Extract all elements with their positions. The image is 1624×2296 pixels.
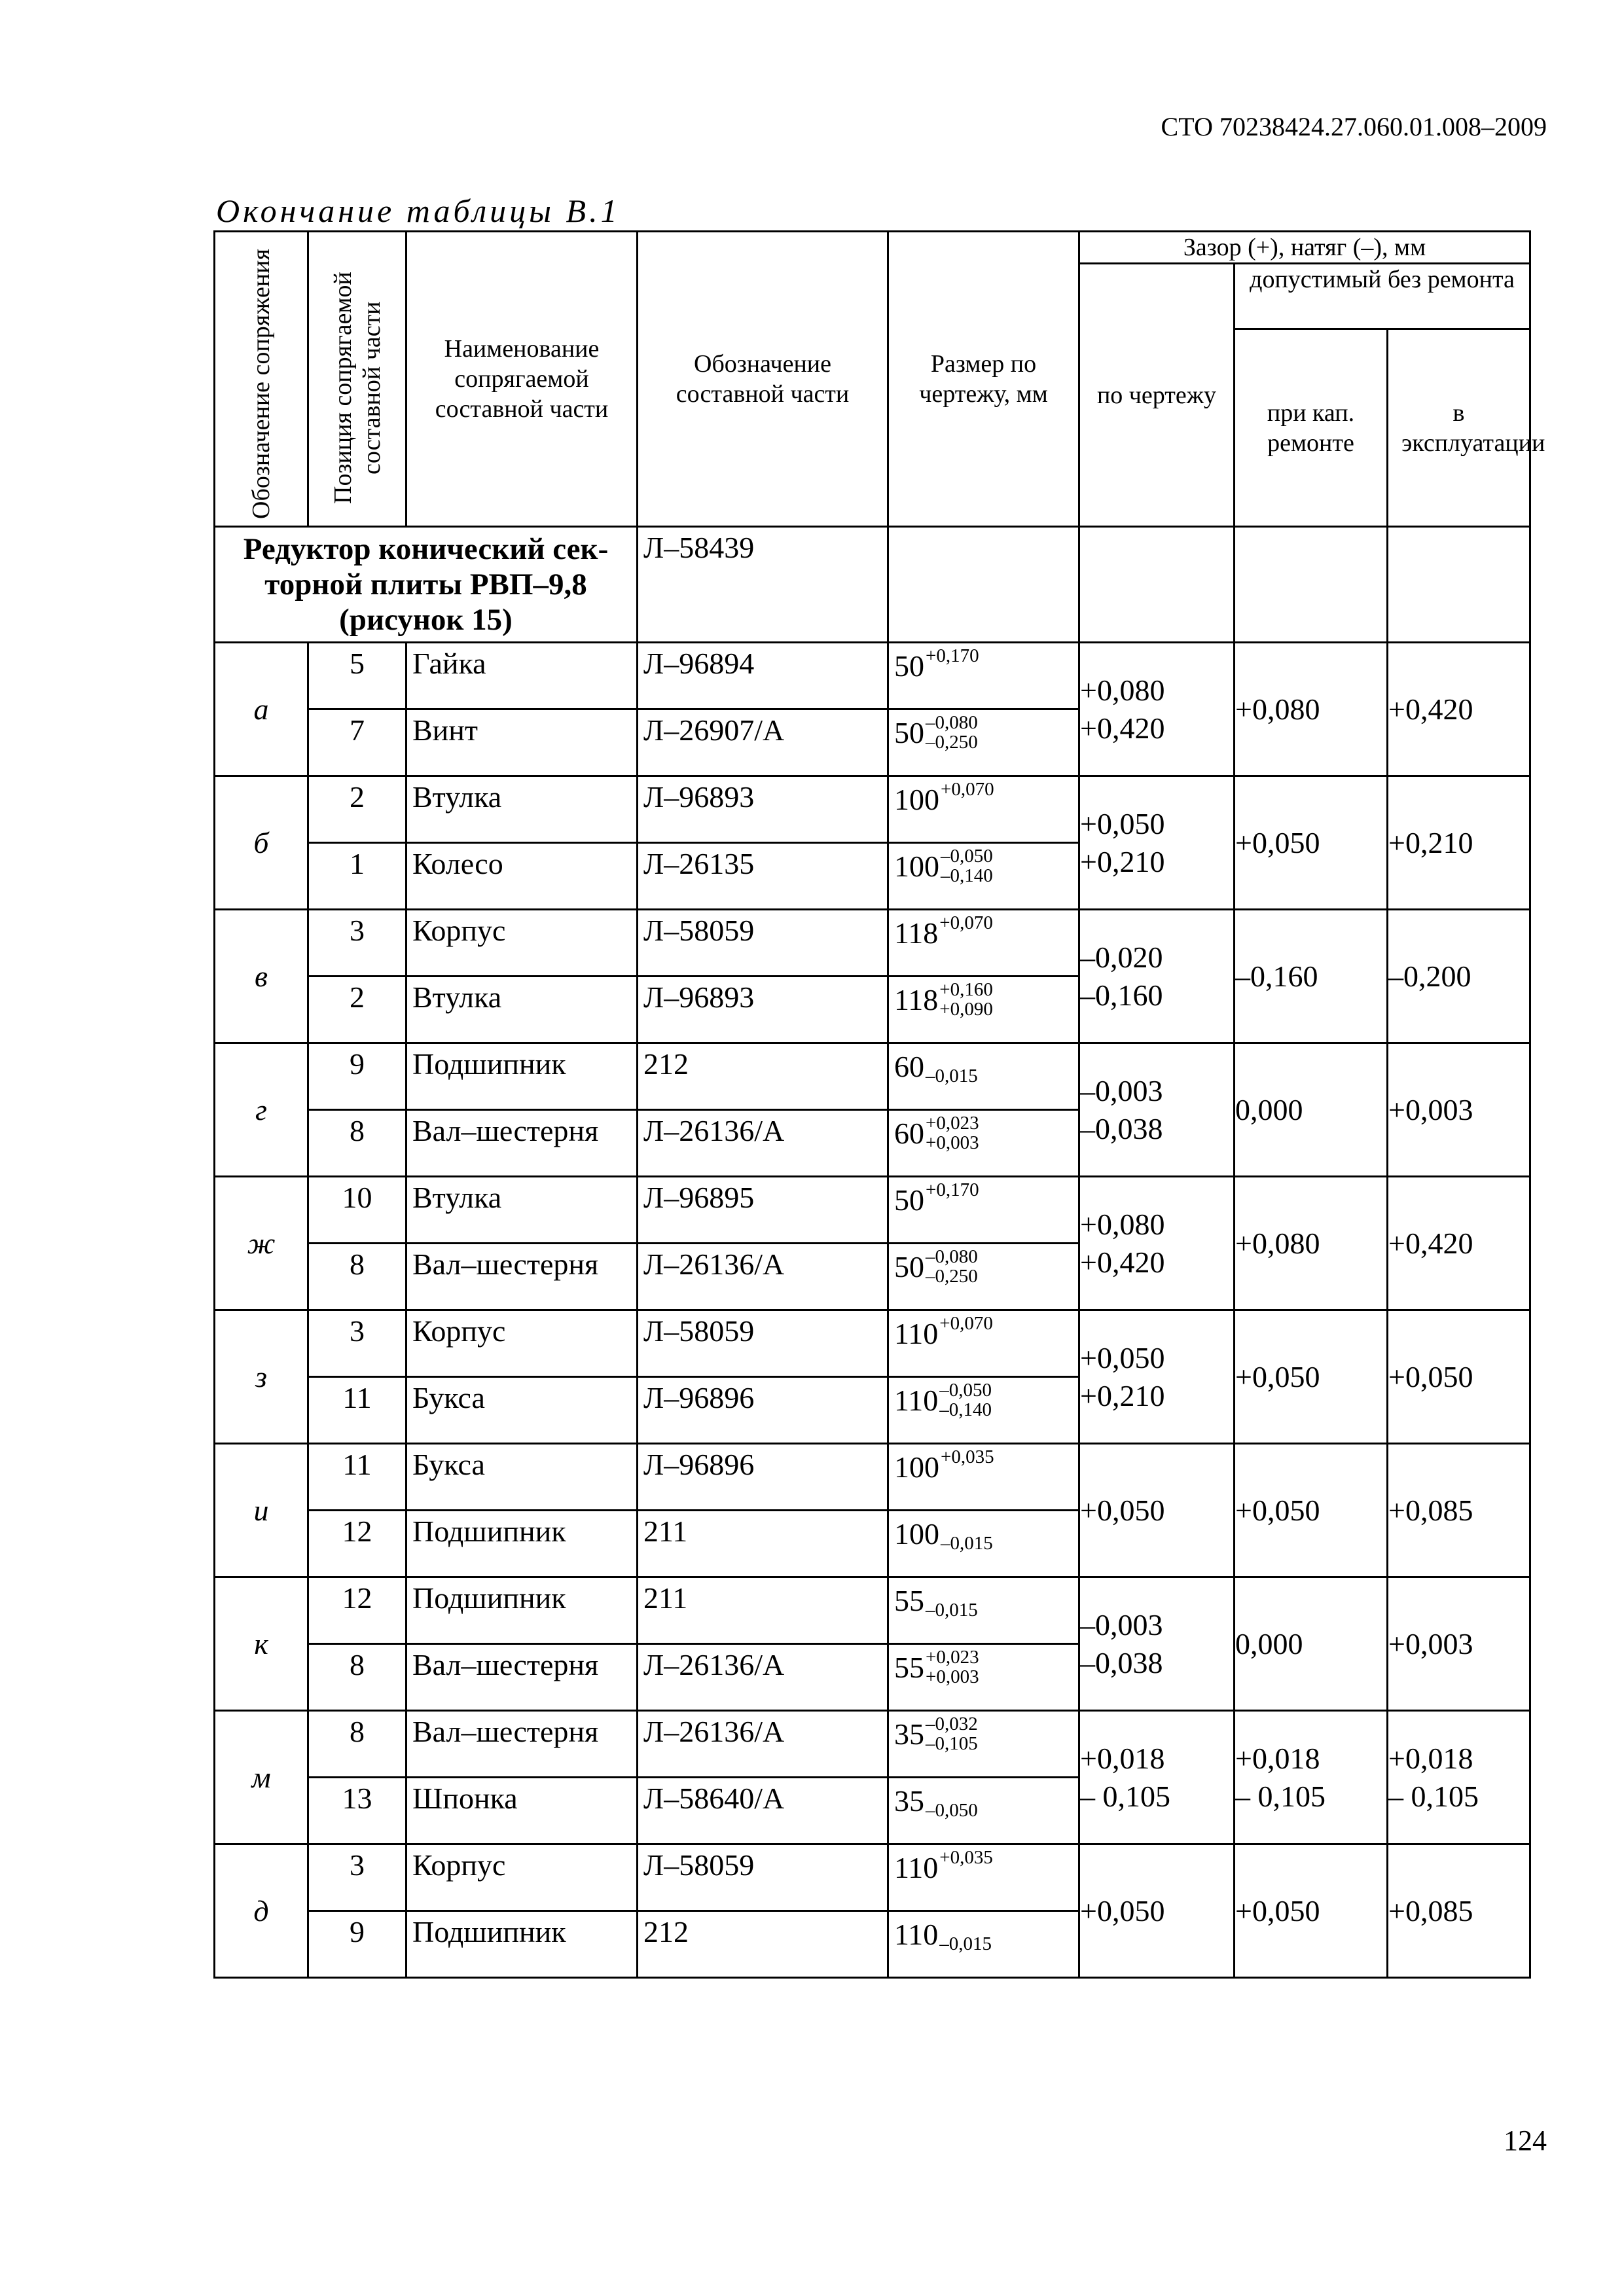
- operation-gap-cell: [1388, 1310, 1530, 1444]
- size-cell: [888, 1444, 1079, 1511]
- header-by-drawing: по чертежу: [1079, 264, 1235, 527]
- size-nominal: 55: [894, 1584, 924, 1617]
- size-lower-deviation: –0,015: [926, 1066, 978, 1086]
- drawing-gap-cell: [1079, 1444, 1235, 1577]
- table-row: [215, 910, 1530, 977]
- position-cell: 8: [308, 1644, 406, 1711]
- size-nominal: 50: [894, 1183, 924, 1217]
- size-cell: [888, 1911, 1079, 1978]
- drawing-gap-value: +0,050: [1080, 1893, 1165, 1928]
- drawing-gap-cell: [1079, 1711, 1235, 1844]
- size-cell: [888, 1778, 1079, 1844]
- size-lower-deviation: –0,140: [939, 1399, 992, 1420]
- drawing-gap-value: –0,020: [1080, 940, 1163, 974]
- mate-designation: в: [215, 910, 308, 1043]
- size-nominal: 55: [894, 1651, 924, 1684]
- operation-gap-cell: [1388, 776, 1530, 910]
- part-designation-cell: Л–26136/А: [638, 1244, 888, 1310]
- size-cell: [888, 1043, 1079, 1110]
- size-upper-deviation: +0,035: [941, 1446, 994, 1467]
- overhaul-gap-cell: [1235, 1444, 1388, 1577]
- part-designation-cell: Л–96895: [638, 1177, 888, 1244]
- operation-gap-value: – 0,105: [1388, 1779, 1479, 1813]
- mate-designation: г: [215, 1043, 308, 1177]
- overhaul-gap-cell: [1235, 1844, 1388, 1978]
- part-designation-cell: 211: [638, 1511, 888, 1577]
- size-cell: [888, 1711, 1079, 1778]
- size-nominal: 110: [894, 1851, 939, 1884]
- position-cell: 8: [308, 1110, 406, 1177]
- part-name-cell: Вал–шестерня: [406, 1244, 638, 1310]
- part-name-cell: Корпус: [406, 910, 638, 977]
- overhaul-gap-value: –0,160: [1235, 959, 1318, 993]
- table-row: [215, 1177, 1530, 1244]
- part-name-cell: Вал–шестерня: [406, 1644, 638, 1711]
- size-upper-deviation: +0,170: [926, 645, 979, 666]
- size-upper-deviation: +0,170: [926, 1179, 979, 1200]
- operation-gap-cell: [1388, 1043, 1530, 1177]
- drawing-gap-value: +0,080: [1080, 1207, 1165, 1241]
- operation-gap-cell: [1388, 1711, 1530, 1844]
- size-upper-deviation: –0,080: [926, 712, 978, 733]
- size-cell: [888, 1844, 1079, 1911]
- size-upper-deviation: –0,050: [941, 846, 993, 867]
- operation-gap-value: –0,200: [1388, 959, 1471, 993]
- part-designation-cell: Л–26136/А: [638, 1644, 888, 1711]
- size-upper-deviation: +0,023: [926, 1113, 979, 1134]
- operation-gap-value: +0,018: [1388, 1741, 1473, 1775]
- overhaul-gap-cell: [1235, 1043, 1388, 1177]
- size-upper-deviation: +0,160: [939, 979, 993, 1000]
- part-name-cell: Втулка: [406, 977, 638, 1043]
- drawing-gap-cell: [1079, 1177, 1235, 1310]
- size-nominal: 100: [894, 850, 939, 883]
- size-cell: [888, 1577, 1079, 1644]
- part-name-cell: Корпус: [406, 1310, 638, 1377]
- part-designation-cell: Л–58640/А: [638, 1778, 888, 1844]
- part-designation-cell: 212: [638, 1043, 888, 1110]
- size-nominal: 100: [894, 1450, 939, 1484]
- overhaul-gap-cell: [1235, 910, 1388, 1043]
- operation-gap-cell: [1388, 910, 1530, 1043]
- position-cell: 13: [308, 1778, 406, 1844]
- size-cell: [888, 1177, 1079, 1244]
- operation-gap-cell: [1388, 643, 1530, 776]
- part-name-cell: Колесо: [406, 843, 638, 910]
- size-lower-deviation: –0,015: [926, 1600, 978, 1621]
- part-designation-cell: Л–26135: [638, 843, 888, 910]
- table-row: [215, 1310, 1530, 1377]
- position-cell: 3: [308, 1844, 406, 1911]
- position-cell: 9: [308, 1911, 406, 1978]
- position-cell: 8: [308, 1711, 406, 1778]
- position-cell: 10: [308, 1177, 406, 1244]
- size-cell: [888, 1377, 1079, 1444]
- drawing-gap-value: +0,080: [1080, 673, 1165, 707]
- size-cell: [888, 643, 1079, 709]
- table-row: [215, 776, 1530, 843]
- operation-gap-value: +0,050: [1388, 1359, 1473, 1393]
- mate-designation: б: [215, 776, 308, 910]
- part-name-cell: Втулка: [406, 776, 638, 843]
- section-title: Редуктор конический сек- торной плиты РВП–9,8 (рисунок 15): [215, 527, 638, 643]
- overhaul-gap-value: – 0,105: [1235, 1779, 1326, 1813]
- size-lower-deviation: –0,250: [926, 1266, 978, 1287]
- overhaul-gap-value: +0,018: [1235, 1741, 1320, 1775]
- header-position: Позиция сопрягаемой составной части: [308, 232, 406, 527]
- header-mate: Обозначение сопряжения: [215, 232, 308, 527]
- part-designation-cell: Л–96896: [638, 1377, 888, 1444]
- size-upper-deviation: +0,070: [941, 779, 994, 800]
- operation-gap-value: +0,210: [1388, 825, 1473, 859]
- header-operation: в эксплуатации: [1388, 329, 1530, 527]
- position-cell: 12: [308, 1577, 406, 1644]
- part-name-cell: Втулка: [406, 1177, 638, 1244]
- part-name-cell: Букса: [406, 1444, 638, 1511]
- table-row: [215, 1444, 1530, 1511]
- overhaul-gap-cell: [1235, 776, 1388, 910]
- size-lower-deviation: –0,105: [926, 1733, 978, 1754]
- size-nominal: 60: [894, 1117, 924, 1150]
- size-lower-deviation: –0,140: [941, 865, 993, 886]
- size-nominal: 100: [894, 783, 939, 816]
- drawing-gap-value: +0,210: [1080, 844, 1165, 878]
- drawing-gap-value: +0,018: [1080, 1741, 1165, 1775]
- part-name-cell: Подшипник: [406, 1511, 638, 1577]
- table-caption: Окончание таблицы В.1: [216, 192, 621, 229]
- size-nominal: 110: [894, 1918, 939, 1951]
- part-designation-cell: Л–96894: [638, 643, 888, 709]
- size-nominal: 35: [894, 1784, 924, 1818]
- overhaul-gap-value: +0,080: [1235, 692, 1320, 726]
- fits-table: [213, 230, 1545, 1979]
- drawing-gap-value: –0,003: [1080, 1073, 1163, 1107]
- operation-gap-cell: [1388, 1444, 1530, 1577]
- page-number: 124: [1504, 2125, 1547, 2157]
- size-nominal: 118: [894, 983, 939, 1016]
- drawing-gap-value: +0,050: [1080, 1493, 1165, 1527]
- part-name-cell: Букса: [406, 1377, 638, 1444]
- overhaul-gap-value: +0,050: [1235, 1359, 1320, 1393]
- position-cell: 8: [308, 1244, 406, 1310]
- part-designation-cell: Л–26136/А: [638, 1711, 888, 1778]
- part-name-cell: Шпонка: [406, 1778, 638, 1844]
- part-name-cell: Подшипник: [406, 1577, 638, 1644]
- size-upper-deviation: +0,023: [926, 1647, 979, 1668]
- overhaul-gap-value: 0,000: [1235, 1092, 1303, 1126]
- position-cell: 2: [308, 776, 406, 843]
- overhaul-gap-cell: [1235, 1577, 1388, 1711]
- size-cell: [888, 1244, 1079, 1310]
- size-lower-deviation: –0,250: [926, 732, 978, 753]
- size-nominal: 110: [894, 1384, 939, 1417]
- header-allowed: допустимый без ремонта: [1235, 264, 1530, 329]
- size-nominal: 50: [894, 649, 924, 683]
- size-upper-deviation: –0,080: [926, 1246, 978, 1267]
- drawing-gap-cell: [1079, 1043, 1235, 1177]
- position-cell: 5: [308, 643, 406, 709]
- header-gap: Зазор (+), натяг (–), мм: [1079, 232, 1530, 264]
- size-nominal: 100: [894, 1517, 939, 1551]
- position-cell: 12: [308, 1511, 406, 1577]
- operation-gap-value: +0,085: [1388, 1893, 1473, 1928]
- position-cell: 3: [308, 910, 406, 977]
- drawing-gap-cell: [1079, 1844, 1235, 1978]
- part-designation-cell: Л–58059: [638, 1310, 888, 1377]
- size-upper-deviation: +0,070: [939, 912, 993, 933]
- overhaul-gap-value: +0,050: [1235, 825, 1320, 859]
- size-nominal: 60: [894, 1050, 924, 1083]
- operation-gap-cell: [1388, 1177, 1530, 1310]
- size-lower-deviation: +0,003: [926, 1666, 979, 1687]
- mate-designation: а: [215, 643, 308, 776]
- part-name-cell: Корпус: [406, 1844, 638, 1911]
- size-upper-deviation: –0,032: [926, 1713, 978, 1734]
- table-row: [215, 1711, 1530, 1778]
- drawing-gap-value: +0,210: [1080, 1378, 1165, 1412]
- operation-gap-value: +0,085: [1388, 1493, 1473, 1527]
- drawing-gap-value: –0,038: [1080, 1111, 1163, 1145]
- position-cell: 3: [308, 1310, 406, 1377]
- position-cell: 1: [308, 843, 406, 910]
- drawing-gap-cell: [1079, 1577, 1235, 1711]
- part-designation-cell: 212: [638, 1911, 888, 1978]
- drawing-gap-value: – 0,105: [1080, 1779, 1170, 1813]
- position-cell: 11: [308, 1444, 406, 1511]
- size-cell: [888, 1511, 1079, 1577]
- operation-gap-value: +0,003: [1388, 1092, 1473, 1126]
- drawing-gap-value: –0,038: [1080, 1645, 1163, 1679]
- size-cell: [888, 910, 1079, 977]
- part-designation-cell: Л–96896: [638, 1444, 888, 1511]
- part-name-cell: Подшипник: [406, 1043, 638, 1110]
- size-lower-deviation: +0,090: [939, 999, 993, 1020]
- mate-designation: м: [215, 1711, 308, 1844]
- mate-designation: ж: [215, 1177, 308, 1310]
- size-cell: [888, 709, 1079, 776]
- position-cell: 2: [308, 977, 406, 1043]
- part-designation-cell: Л–58059: [638, 1844, 888, 1911]
- drawing-gap-cell: [1079, 643, 1235, 776]
- position-cell: 7: [308, 709, 406, 776]
- size-cell: [888, 1310, 1079, 1377]
- size-lower-deviation: –0,015: [941, 1533, 993, 1554]
- size-cell: [888, 977, 1079, 1043]
- part-designation-cell: 211: [638, 1577, 888, 1644]
- document-code: СТО 70238424.27.060.01.008–2009: [1161, 112, 1547, 141]
- part-designation-cell: Л–26907/А: [638, 709, 888, 776]
- part-name-cell: Подшипник: [406, 1911, 638, 1978]
- position-cell: 11: [308, 1377, 406, 1444]
- overhaul-gap-cell: [1235, 1310, 1388, 1444]
- table-row: [215, 1577, 1530, 1644]
- size-upper-deviation: –0,050: [939, 1380, 992, 1401]
- part-name-cell: Гайка: [406, 643, 638, 709]
- size-lower-deviation: –0,015: [939, 1933, 992, 1954]
- operation-gap-value: +0,420: [1388, 1226, 1473, 1260]
- section-designation: Л–58439: [638, 527, 888, 643]
- overhaul-gap-cell: [1235, 1177, 1388, 1310]
- drawing-gap-value: +0,050: [1080, 806, 1165, 840]
- overhaul-gap-value: +0,050: [1235, 1493, 1320, 1527]
- mate-designation: и: [215, 1444, 308, 1577]
- drawing-gap-value: +0,050: [1080, 1340, 1165, 1374]
- operation-gap-value: +0,420: [1388, 692, 1473, 726]
- size-lower-deviation: +0,003: [926, 1132, 979, 1153]
- part-name-cell: Винт: [406, 709, 638, 776]
- overhaul-gap-value: +0,080: [1235, 1226, 1320, 1260]
- drawing-gap-value: +0,420: [1080, 1245, 1165, 1279]
- part-designation-cell: Л–96893: [638, 776, 888, 843]
- drawing-gap-cell: [1079, 910, 1235, 1043]
- size-lower-deviation: –0,050: [926, 1800, 978, 1821]
- overhaul-gap-value: 0,000: [1235, 1626, 1303, 1660]
- size-cell: [888, 843, 1079, 910]
- operation-gap-cell: [1388, 1844, 1530, 1978]
- header-overhaul: при кап. ремонте: [1235, 329, 1388, 527]
- size-upper-deviation: +0,070: [939, 1313, 993, 1334]
- size-nominal: 35: [894, 1717, 924, 1751]
- operation-gap-value: +0,003: [1388, 1626, 1473, 1660]
- mate-designation: з: [215, 1310, 308, 1444]
- table-row: [215, 1043, 1530, 1110]
- drawing-gap-value: –0,003: [1080, 1607, 1163, 1641]
- drawing-gap-value: –0,160: [1080, 978, 1163, 1012]
- size-cell: [888, 1644, 1079, 1711]
- part-designation-cell: Л–58059: [638, 910, 888, 977]
- header-size: Размер по чертежу, мм: [888, 232, 1079, 527]
- mate-designation: д: [215, 1844, 308, 1978]
- header-designation: Обозначение составной части: [638, 232, 888, 527]
- drawing-gap-cell: [1079, 1310, 1235, 1444]
- size-cell: [888, 1110, 1079, 1177]
- table-row: [215, 643, 1530, 709]
- size-upper-deviation: +0,035: [939, 1847, 993, 1868]
- overhaul-gap-cell: [1235, 643, 1388, 776]
- size-nominal: 50: [894, 1250, 924, 1283]
- size-nominal: 50: [894, 716, 924, 749]
- size-cell: [888, 776, 1079, 843]
- header-name: Наименование сопрягаемой составной части: [406, 232, 638, 527]
- size-nominal: 118: [894, 916, 939, 950]
- section-row: [215, 527, 1530, 643]
- operation-gap-cell: [1388, 1577, 1530, 1711]
- part-name-cell: Вал–шестерня: [406, 1110, 638, 1177]
- part-designation-cell: Л–96893: [638, 977, 888, 1043]
- overhaul-gap-value: +0,050: [1235, 1893, 1320, 1928]
- part-name-cell: Вал–шестерня: [406, 1711, 638, 1778]
- table-row: [215, 1844, 1530, 1911]
- part-designation-cell: Л–26136/А: [638, 1110, 888, 1177]
- size-nominal: 110: [894, 1317, 939, 1350]
- overhaul-gap-cell: [1235, 1711, 1388, 1844]
- drawing-gap-value: +0,420: [1080, 711, 1165, 745]
- mate-designation: к: [215, 1577, 308, 1711]
- drawing-gap-cell: [1079, 776, 1235, 910]
- position-cell: 9: [308, 1043, 406, 1110]
